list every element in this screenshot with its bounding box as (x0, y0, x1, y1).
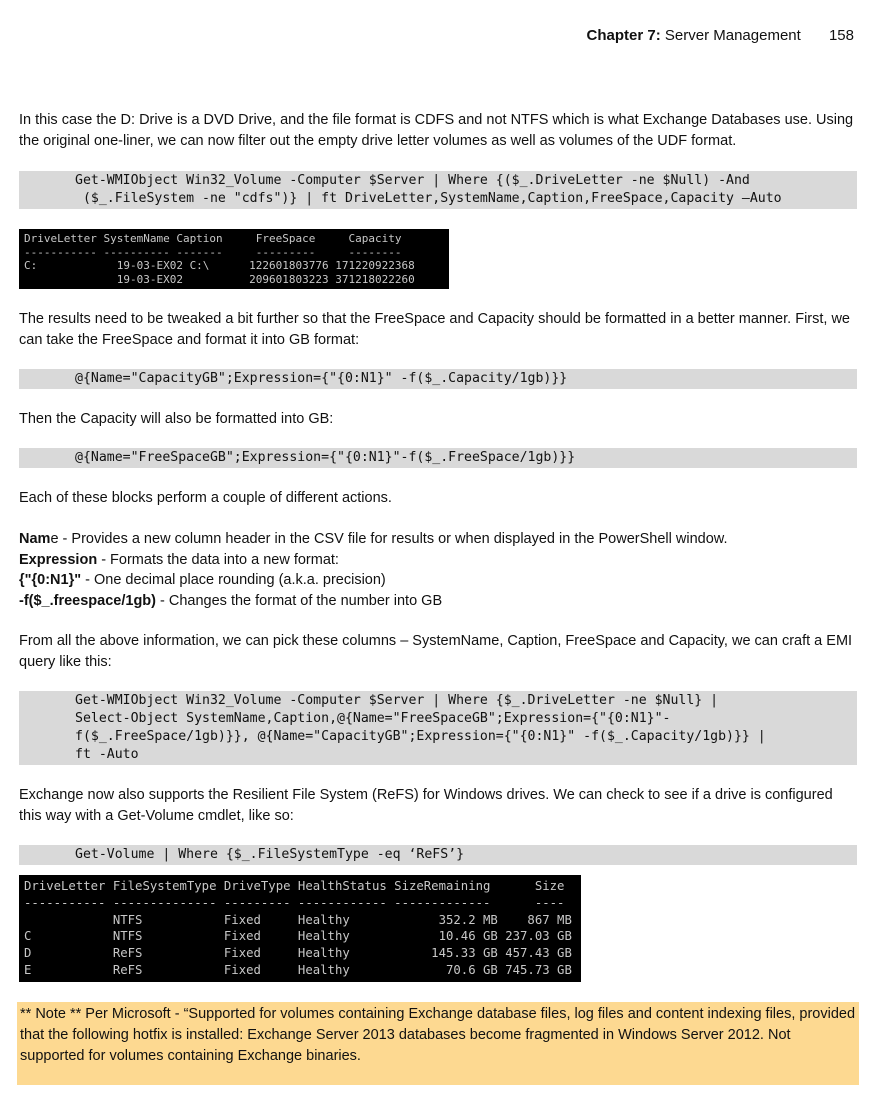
console-line: DriveLetter SystemName Caption FreeSpace Capacity (24, 232, 402, 245)
definition-term-tail: e (50, 531, 59, 547)
code-block-select (19, 691, 857, 765)
page-number: 158 (828, 27, 854, 44)
definition-term: {"{0:N1}" (19, 572, 82, 588)
paragraph-columns: From all the above information, we can pick these columns – SystemName, Caption, FreeSpace and Capacity, we can craft a EMI query like this: (19, 633, 853, 670)
paragraph-intro: In this case the D: Drive is a DVD Drive, and the file format is CDFS and not NTFS which is what Exchange Databases use. Using the original one-liner, we can now filter out the empty drive letter volumes as well as volumes of the UDF format. (19, 112, 854, 149)
definition-text: - Formats the data into a new format: (97, 551, 339, 568)
definition-divide (19, 591, 857, 612)
definition-term: Expression (19, 551, 98, 568)
definition-text: - Changes the format of the number into GB (156, 592, 443, 609)
console-output-get-volume (19, 875, 581, 982)
note-box: ** Note ** Per Microsoft - “Supported for volumes containing Exchange database files, log files and content indexing files, provided that the following hotfix is installed: Exchange Server 2013 databases become fragmented in Windows Server 2012. Not supported for volumes containing Exchange binaries. (17, 1002, 859, 1085)
code-block-filter (19, 171, 857, 209)
console-line: 19-03-EX02 209601803223 371218022260 (24, 272, 415, 286)
console-line: C NTFS Fixed Healthy 10.46 GB 237.03 GB (24, 929, 572, 944)
chapter-title: Server Management (664, 27, 801, 44)
definition-text: - One decimal place rounding (a.k.a. precision) (81, 572, 386, 588)
code-line: ($_.FileSystem -ne "cdfs")} | ft DriveLetter,SystemName,Caption,FreeSpace,Capacity –Auto (75, 191, 782, 206)
definition-name (19, 529, 857, 550)
code-block-get-volume: Get-Volume | Where {$_.FileSystemType -eq ‘ReFS’} (19, 845, 857, 865)
code-line: f($_.FreeSpace/1gb)}}, @{Name="CapacityGB";Expression={"{0:N1}" -f($_.Capacity/1gb)}} | (75, 729, 766, 744)
code-line: Get-WMIObject Win32_Volume -Computer $Server | Where {($_.DriveLetter -ne $Null) -And (75, 173, 750, 188)
console-line: ----------- ---------- ------- --------- -------- (24, 245, 402, 259)
paragraph-then: Then the Capacity will also be formatted into GB: (19, 411, 334, 427)
definition-term: -f($_.freespace/1gb) (19, 592, 156, 609)
definition-expression (19, 550, 857, 571)
console-line: ----------- -------------- --------- ------------ ------------- ---- (24, 895, 565, 910)
definition-list (19, 529, 857, 611)
console-line: C: 19-03-EX02 C:\ 122601803776 171220922368 (24, 259, 415, 272)
code-block-capacity: @{Name="CapacityGB";Expression={"{0:N1}" -f($_.Capacity/1gb)}} (19, 369, 857, 389)
paragraph-refs: Exchange now also supports the Resilient File System (ReFS) for Windows drives. We can check to see if a drive is configured this way with a Get-Volume cmdlet, like so: (19, 787, 833, 824)
paragraph-tweak: The results need to be tweaked a bit further so that the FreeSpace and Capacity should be formatted in a better manner. First, we can take the FreeSpace and format it into GB format: (19, 311, 850, 348)
console-line: NTFS Fixed Healthy 352.2 MB 867 MB (24, 912, 572, 927)
definition-format (19, 570, 857, 591)
code-line: Get-WMIObject Win32_Volume -Computer $Server | Where {$_.DriveLetter -ne $Null} | (75, 693, 719, 708)
console-line: E ReFS Fixed Healthy 70.6 GB 745.73 GB (24, 962, 572, 977)
chapter-label: Chapter 7: (586, 27, 661, 44)
definition-text: - Provides a new column header in the CSV file for results or when displayed in the PowerShell window. (58, 531, 728, 547)
code-line: ft -Auto (75, 747, 139, 762)
code-line: Select-Object SystemName,Caption,@{Name="FreeSpaceGB";Expression={"{0:N1}"- (75, 711, 671, 726)
running-header (587, 27, 854, 44)
console-line: D ReFS Fixed Healthy 145.33 GB 457.43 GB (24, 946, 572, 961)
console-line: DriveLetter FileSystemType DriveType HealthStatus SizeRemaining Size (24, 879, 565, 893)
paragraph-blocks: Each of these blocks perform a couple of different actions. (19, 490, 392, 506)
definition-term: Nam (19, 531, 51, 547)
code-block-freespace: @{Name="FreeSpaceGB";Expression={"{0:N1}"-f($_.FreeSpace/1gb)}} (19, 448, 857, 468)
page-content (19, 110, 857, 1085)
console-output-volumes (19, 229, 449, 289)
